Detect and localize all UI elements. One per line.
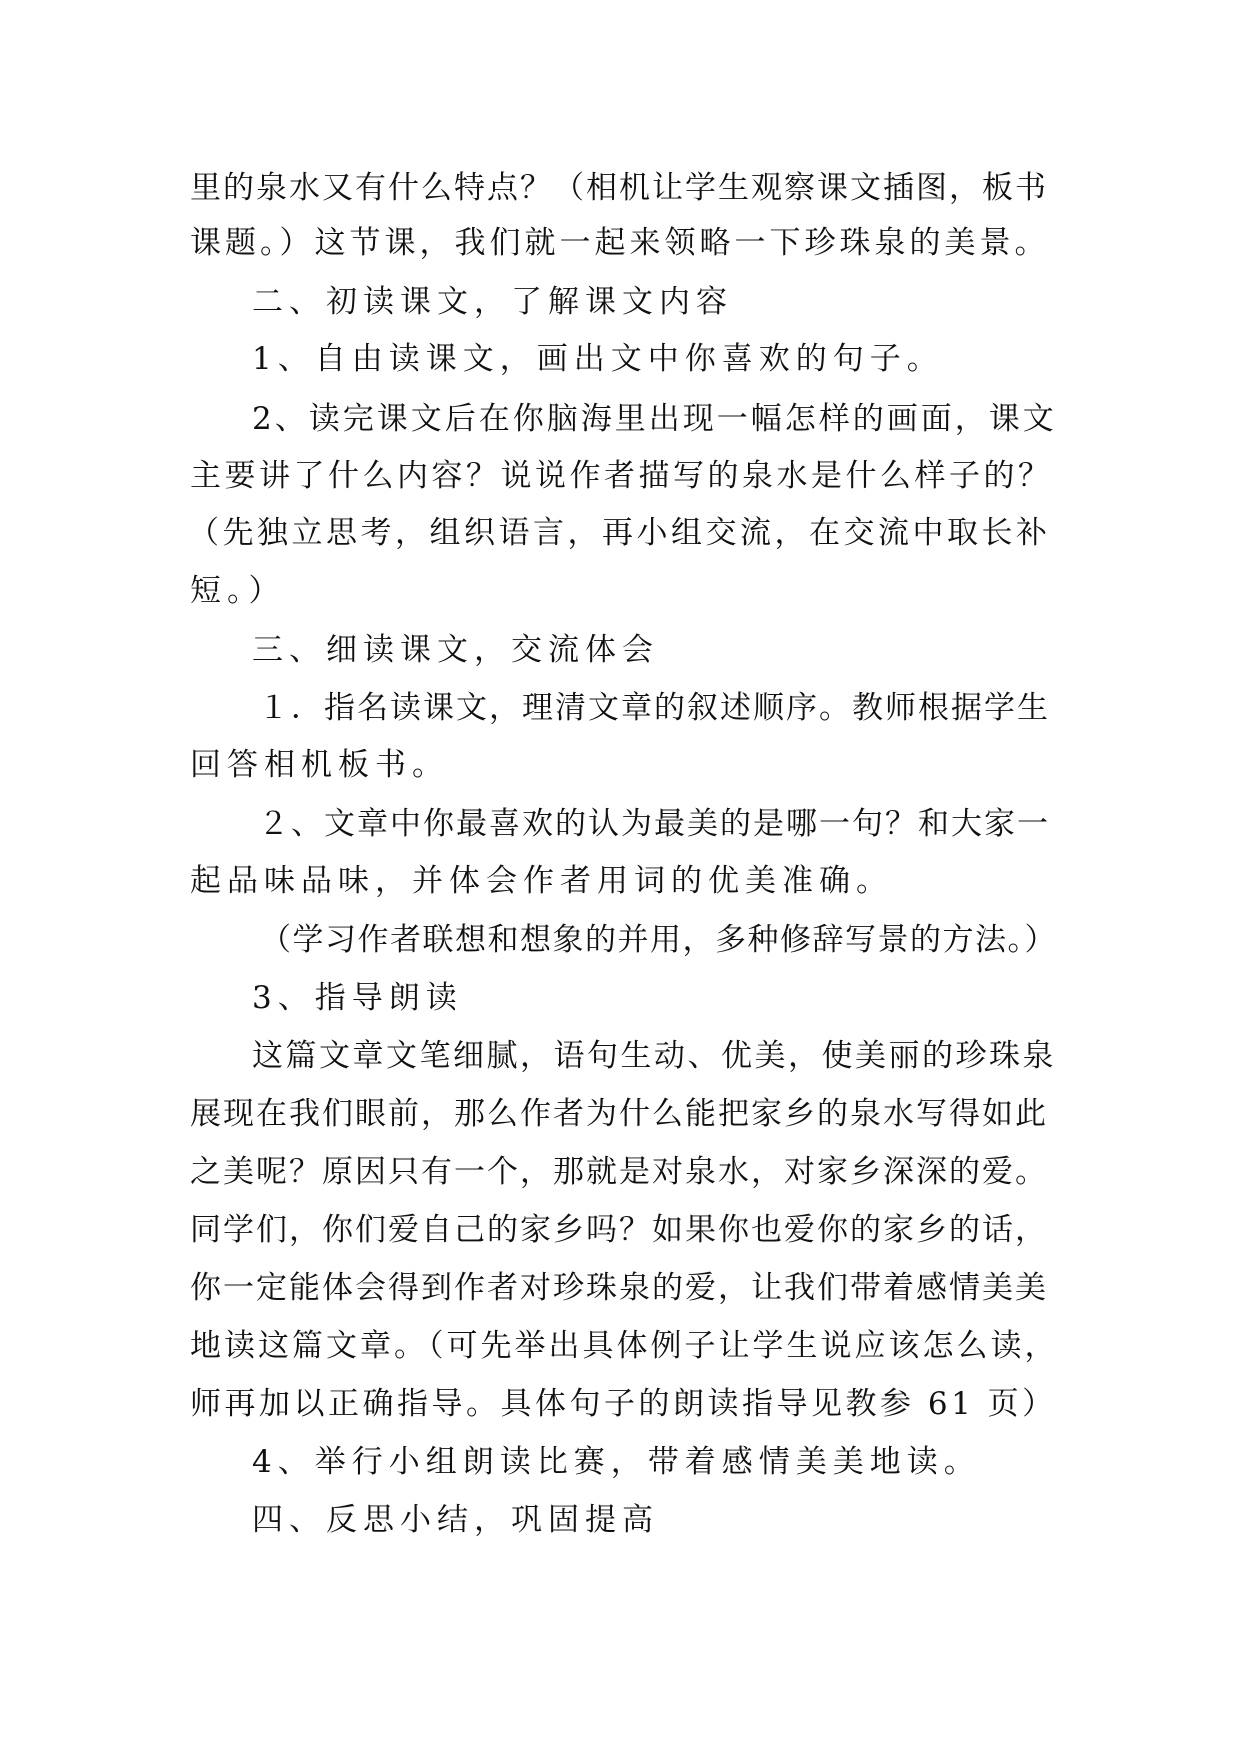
section-heading: 二、初读课文，了解课文内容 [252,284,733,320]
paragraph-line: 这篇文章文笔细腻，语句生动、优美，使美丽的珍珠泉 [252,1038,1056,1074]
list-item: 4、举行小组朗读比赛，带着感情美美地读。 [252,1444,981,1480]
text-line: 回答相机板书。 [190,747,449,783]
text-line: 之美呢？原因只有一个，那就是对泉水，对家乡深深的爱。 [190,1154,1048,1190]
text-line: 地读这篇文章。（可先举出具体例子让学生说应该怎么读， [190,1328,1059,1364]
text-line: 同学们，你们爱自己的家乡吗？如果你也爱你的家乡的话， [190,1212,1048,1248]
list-item: 1、自由读课文，画出文中你喜欢的句子。 [252,341,944,377]
section-heading: 四、反思小结，巩固提高 [252,1502,659,1538]
text-line: 主要讲了什么内容？说说作者描写的泉水是什么样子的？ [190,458,1053,494]
text-line: 起品味品味，并体会作者用词的优美准确。 [190,863,893,899]
section-heading: 三、细读课文，交流体会 [252,632,659,668]
list-item: １．指名读课文，理清文章的叙述顺序。教师根据学生 [258,690,1050,726]
list-item: 3、指导朗读 [252,980,463,1016]
list-item: 2、读完课文后在你脑海里出现一幅怎样的画面，课文 [252,401,1057,437]
text-line: （学习作者联想和想象的并用，多种修辞写景的方法。） [260,922,1057,958]
text-line: 里的泉水又有什么特点？（相机让学生观察课文插图，板书 [190,170,1048,206]
text-line: 课题。）这节课，我们就一起来领略一下珍珠泉的美景。 [190,225,1050,261]
text-line: 短。） [190,573,286,609]
text-line: 你一定能体会得到作者对珍珠泉的爱，让我们带着感情美美 [190,1270,1048,1306]
text-line: （先独立思考，组织语言，再小组交流，在交流中取长补 [188,515,1051,551]
text-line: 师再加以正确指导。具体句子的朗读指导见教参 61 页） [190,1386,1057,1422]
list-item: ２、文章中你最喜欢的认为最美的是哪一句？和大家一 [258,806,1050,842]
text-line: 展现在我们眼前，那么作者为什么能把家乡的泉水写得如此 [190,1096,1048,1132]
